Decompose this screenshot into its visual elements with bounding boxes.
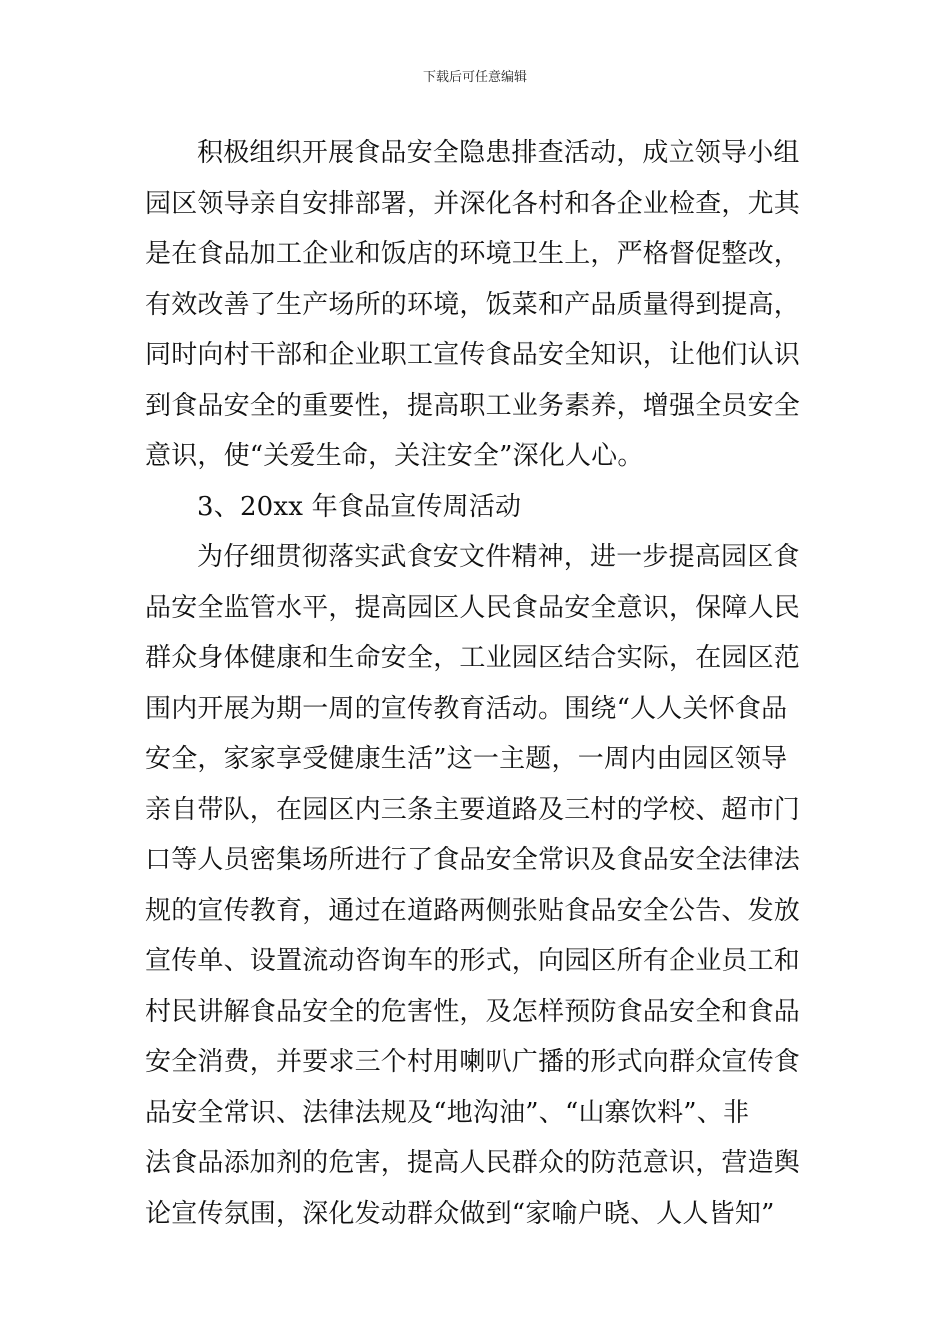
text-line: 积极组织开展食品安全隐患排查活动，成立领导小组 [197,138,800,168]
text-line: 同时向村干部和企业职工宣传食品安全知识，让他们认识 [145,340,801,370]
text-line: 口等人员密集场所进行了食品安全常识及食品安全法律法 [145,845,801,875]
text-line: 品安全监管水平，提高园区人民食品安全意识，保障人民 [145,592,801,623]
text-line: 论宣传氛围，深化发动群众做到“家喻户晓、人人皆知” [145,1198,775,1229]
text-line: 3、20xx 年食品宣传周活动 [197,491,522,522]
page-header: 下载后可任意编辑 [422,70,527,85]
text-line: 为仔细贯彻落实武食安文件精神，进一步提高园区食 [197,542,800,572]
text-line: 园区领导亲自安排部署，并深化各村和各企业检查，尤其 [145,188,801,219]
text-line: 意识，使“关爱生命，关注安全”深化人心。 [145,441,644,471]
text-line: 村民讲解食品安全的危害性，及怎样预防食品安全和食品 [145,996,801,1027]
text-line: 亲自带队，在园区内三条主要道路及三村的学校、超市门 [145,794,801,825]
text-line: 安全，家家享受健康生活”这一主题，一周内由园区领导 [145,744,788,774]
text-line: 宣传单、设置流动咨询车的形式，向园区所有企业员工和 [145,946,801,976]
text-line: 群众身体健康和生命安全，工业园区结合实际，在园区范 [145,643,801,673]
text-line: 安全消费，并要求三个村用喇叭广播的形式向群众宣传食 [145,1047,801,1077]
document-body [145,128,815,1239]
text-line: 品安全常识、法律法规及“地沟油”、“山寨饮料”、非 [145,1097,750,1128]
text-line: 法食品添加剂的危害，提高人民群众的防范意识，营造舆 [145,1148,801,1178]
text-line: 是在食品加工企业和饭店的环境卫生上，严格督促整改， [145,239,801,269]
text-line: 有效改善了生产场所的环境，饭菜和产品质量得到提高， [145,289,801,320]
text-line: 规的宣传教育，通过在道路两侧张贴食品安全公告、发放 [145,895,801,926]
text-line: 围内开展为期一周的宣传教育活动。围绕“人人关怀食品 [145,693,788,724]
text-line: 到食品安全的重要性，提高职工业务素养，增强全员安全 [145,390,801,421]
